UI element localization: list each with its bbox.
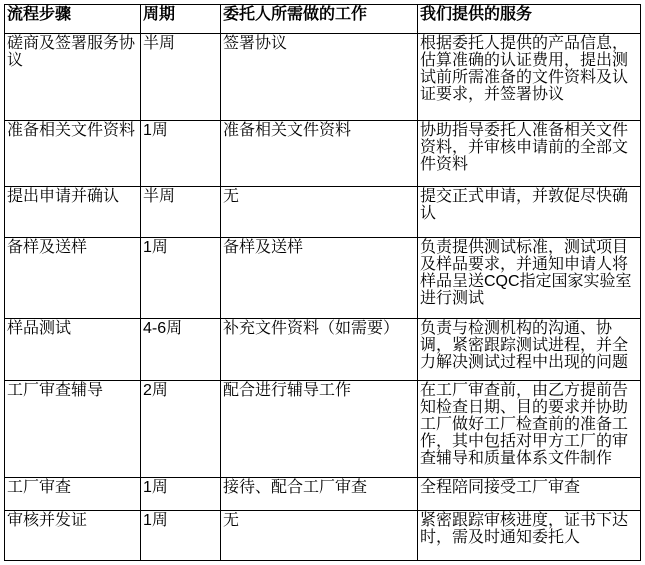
table-row: [5, 511, 641, 561]
col-header-service: 我们提供的服务: [418, 5, 641, 34]
table-row: [5, 478, 641, 511]
cell-period: 1周: [141, 121, 221, 187]
cell-our-service: 负责提供测试标准，测试项目及样品要求，并通知申请人将样品呈送CQC指定国家实验室进行测试: [418, 238, 641, 319]
cell-step: 审核并发证: [5, 511, 141, 561]
cell-client-work: 接待、配合工厂审查: [221, 478, 418, 511]
table-row: [5, 381, 641, 478]
cell-client-work: 补充文件资料（如需要）: [221, 319, 418, 381]
cell-period: 2周: [141, 381, 221, 478]
cell-step: 提出申请并确认: [5, 187, 141, 238]
col-header-step: 流程步骤: [5, 5, 141, 34]
cell-step: 样品测试: [5, 319, 141, 381]
cell-our-service: 负责与检测机构的沟通、协调，紧密跟踪测试进程，并全力解决测试过程中出现的问题: [418, 319, 641, 381]
certification-process-table: [4, 4, 641, 561]
cell-period: 半周: [141, 34, 221, 121]
cell-step: 准备相关文件资料: [5, 121, 141, 187]
cell-period: 半周: [141, 187, 221, 238]
cell-our-service: 根据委托人提供的产品信息，估算准确的认证费用，提出测试前所需准备的文件资料及认证要求，并签署协议: [418, 34, 641, 121]
col-header-period: 周期: [141, 5, 221, 34]
cell-step: 备样及送样: [5, 238, 141, 319]
cell-our-service: 全程陪同接受工厂审查: [418, 478, 641, 511]
cell-step: 工厂审查辅导: [5, 381, 141, 478]
table-row: [5, 187, 641, 238]
cell-client-work: 签署协议: [221, 34, 418, 121]
header-row: [5, 5, 641, 34]
table-row: [5, 238, 641, 319]
cell-our-service: 协助指导委托人准备相关文件资料，并审核申请前的全部文件资料: [418, 121, 641, 187]
cell-our-service: 在工厂审查前，由乙方提前告知检查日期、目的要求并协助工厂做好工厂检查前的准备工作，其中包括对甲方工厂的审查辅导和质量体系文件制作: [418, 381, 641, 478]
cell-client-work: 无: [221, 511, 418, 561]
cell-client-work: 准备相关文件资料: [221, 121, 418, 187]
cell-step: 磋商及签署服务协议: [5, 34, 141, 121]
cell-period: 4-6周: [141, 319, 221, 381]
table-row: [5, 319, 641, 381]
col-header-client-work: 委托人所需做的工作: [221, 5, 418, 34]
cell-period: 1周: [141, 478, 221, 511]
cell-client-work: 备样及送样: [221, 238, 418, 319]
cell-step: 工厂审查: [5, 478, 141, 511]
cell-period: 1周: [141, 511, 221, 561]
table-row: [5, 121, 641, 187]
table-row: [5, 34, 641, 121]
cell-client-work: 无: [221, 187, 418, 238]
cell-our-service: 提交正式申请，并敦促尽快确认: [418, 187, 641, 238]
cell-period: 1周: [141, 238, 221, 319]
cell-our-service: 紧密跟踪审核进度，证书下达时，需及时通知委托人: [418, 511, 641, 561]
cell-client-work: 配合进行辅导工作: [221, 381, 418, 478]
